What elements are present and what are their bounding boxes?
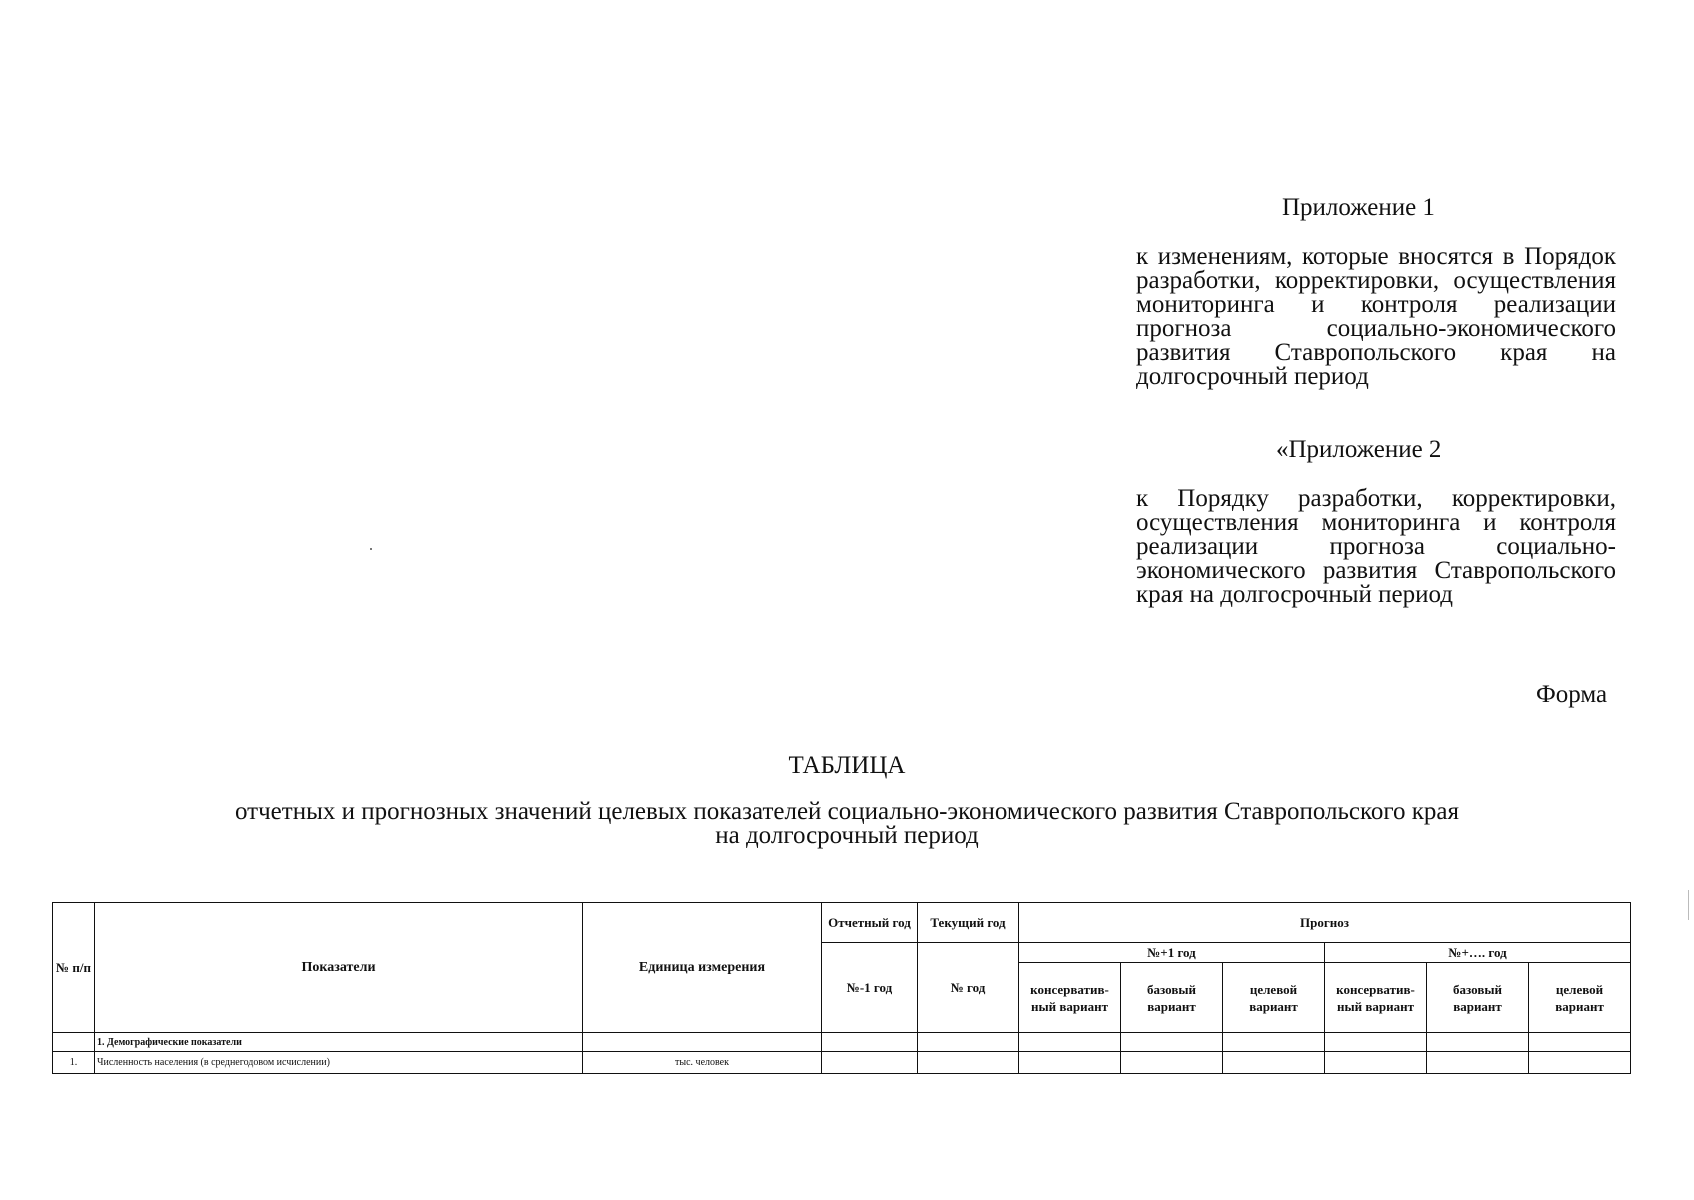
table-subtitle-line-2: на долгосрочный период [715,822,979,849]
header-current-sub: № год [918,943,1019,1033]
header-row-1 [53,903,1631,943]
row-value-cell [1019,1052,1121,1074]
header-year-n-plus-1: №+1 год [1019,943,1325,963]
appendix-2-body: к Порядку разработки, корректировки, осуществления мониторинга и контроля реализации прогноза социально-экономического развития Ставропольского края на долгосрочный период [1136,485,1616,608]
form-label: Форма [1536,681,1608,708]
header-unit: Единица измерения [583,903,822,1033]
header-forecast: Прогноз [1019,903,1631,943]
header-current-year: Текущий год [918,903,1019,943]
row-value-cell [822,1052,918,1074]
section-empty-cell [822,1033,918,1052]
scan-speck [370,548,372,550]
row-unit: тыс. человек [583,1052,822,1074]
section-row [53,1033,1631,1052]
row-value-cell [1529,1052,1631,1074]
table-subtitle [0,800,1694,848]
appendix-1-title: Приложение 1 [1282,194,1435,221]
row-value-cell [1427,1052,1529,1074]
section-empty-cell [1019,1033,1121,1052]
appendix-2-title: «Приложение 2 [1276,436,1442,463]
section-empty-cell [583,1033,822,1052]
table-row [53,1052,1631,1074]
header-base-2: базовый вариант [1427,963,1529,1033]
section-empty-cell [1121,1033,1223,1052]
section-empty-cell [1529,1033,1631,1052]
section-empty-cell [1325,1033,1427,1052]
scan-margin-mark [1688,890,1689,920]
table-title: ТАБЛИЦА [788,752,906,779]
appendix-1-body: к изменениям, которые вносятся в Порядок разработки, корректировки, осуществления мониторинга и контроля реализации прогноза социально-экономического развития Ставропольского края на долгосрочный период [1136,243,1616,390]
row-num: 1. [53,1052,95,1074]
header-year-n-plus: №+…. год [1325,943,1631,963]
row-indicator: Численность населения (в среднегодовом исчислении) [95,1052,583,1074]
header-reported-year: Отчетный год [822,903,918,943]
header-target-2: целевой вариант [1529,963,1631,1033]
header-reported-sub: №-1 год [822,943,918,1033]
row-value-cell [1223,1052,1325,1074]
header-conservative-1: консервативный вариант [1019,963,1121,1033]
row-value-cell [1325,1052,1427,1074]
header-num: № п/п [53,903,95,1033]
header-target-1: целевой вариант [1223,963,1325,1033]
row-value-cell [918,1052,1019,1074]
indicators-table [52,902,1631,1074]
table-subtitle-line-1: отчетных и прогнозных значений целевых показателей социально-экономического развития Ставропольского края [235,798,1459,825]
section-title: 1. Демографические показатели [95,1033,583,1052]
section-num-cell [53,1033,95,1052]
header-indicators: Показатели [95,903,583,1033]
section-empty-cell [918,1033,1019,1052]
section-empty-cell [1427,1033,1529,1052]
header-conservative-2: консервативный вариант [1325,963,1427,1033]
section-empty-cell [1223,1033,1325,1052]
row-value-cell [1121,1052,1223,1074]
header-base-1: базовый вариант [1121,963,1223,1033]
